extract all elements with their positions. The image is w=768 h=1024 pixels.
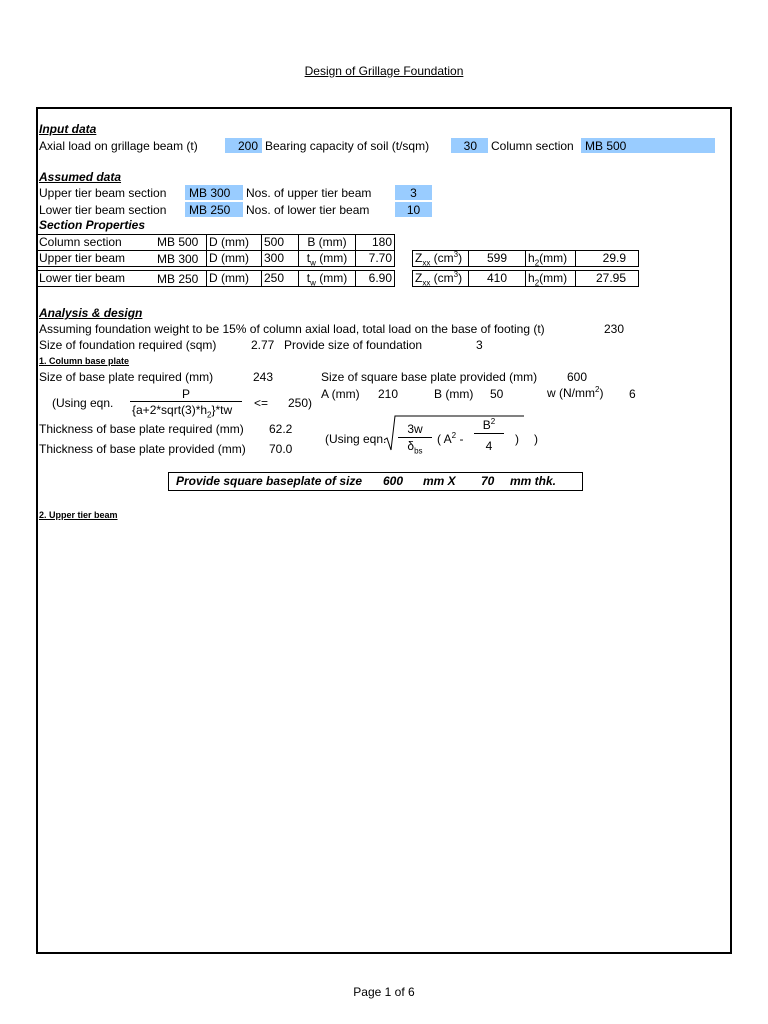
tw-sub: w bbox=[310, 258, 316, 268]
input-data-heading: Input data bbox=[39, 122, 97, 136]
eqn2-a-sup: 2 bbox=[451, 431, 457, 440]
w-close: ) bbox=[599, 386, 604, 400]
column-section-value[interactable]: MB 500 bbox=[585, 139, 627, 153]
eqn2-minus: - bbox=[456, 432, 464, 446]
provide-size-value: 3 bbox=[476, 338, 483, 352]
zxx-value-cell bbox=[468, 250, 526, 267]
h2-unit: (mm) bbox=[539, 271, 568, 285]
column-section-label: Column section bbox=[491, 139, 574, 153]
eqn2-b: B bbox=[482, 418, 491, 432]
section-properties-heading: Section Properties bbox=[39, 218, 146, 232]
h2-value-cell bbox=[575, 250, 639, 267]
z-close: ) bbox=[458, 251, 463, 265]
upper-tier-section-value[interactable]: MB 300 bbox=[189, 186, 231, 200]
zxx-value: 410 bbox=[486, 271, 508, 285]
tw-unit: (mm) bbox=[315, 251, 348, 265]
tw-sub: w bbox=[310, 278, 316, 288]
upper-tier-beam-heading: 2. Upper tier beam bbox=[39, 510, 118, 520]
h2-unit: (mm) bbox=[539, 251, 568, 265]
z-sub: xx bbox=[422, 278, 431, 288]
eqn2-b-fraction-bar bbox=[474, 433, 504, 434]
eqn2-b-sup: 2 bbox=[490, 417, 496, 426]
upper-tier-section-label: Upper tier beam section bbox=[39, 186, 167, 200]
w-label-text: w (N/mm bbox=[547, 386, 595, 400]
frac-den-sub: 2 bbox=[207, 410, 212, 420]
h2-sub: 2 bbox=[534, 258, 540, 268]
base-plate-size-req-value: 243 bbox=[253, 370, 274, 384]
fraction-denominator bbox=[132, 403, 233, 420]
lower-tier-section-value[interactable]: MB 250 bbox=[189, 203, 231, 217]
zxx-label-cell bbox=[412, 270, 469, 287]
h2-value-cell bbox=[575, 270, 639, 287]
thickness-req-label: Thickness of base plate required (mm) bbox=[39, 422, 244, 436]
w-label bbox=[547, 386, 603, 400]
eqn2-open: (Using eqn. bbox=[325, 432, 387, 446]
provide-size-label: Provide size of foundation bbox=[284, 338, 423, 352]
d-value: 300 bbox=[264, 251, 285, 265]
b-value-plate: 50 bbox=[490, 387, 504, 401]
b-label-cell bbox=[298, 234, 356, 251]
eqn2-b-term bbox=[474, 418, 504, 432]
z-close: ) bbox=[458, 271, 463, 285]
thickness-prov-label: Thickness of base plate provided (mm) bbox=[39, 442, 246, 456]
eqn2-four: 4 bbox=[485, 439, 493, 453]
provide-text: Provide square baseplate of size bbox=[176, 474, 363, 488]
row-label-upper: Upper tier beam bbox=[39, 251, 126, 265]
lower-tier-section-label: Lower tier beam section bbox=[39, 203, 167, 217]
tw-value-cell bbox=[355, 270, 395, 287]
bearing-capacity-value[interactable]: 30 bbox=[463, 139, 477, 153]
total-load-value: 230 bbox=[604, 322, 625, 336]
z-sub: xx bbox=[422, 258, 431, 268]
h2-h: h bbox=[528, 271, 535, 285]
base-plate-size-req-label: Size of base plate required (mm) bbox=[39, 370, 214, 384]
w-sup: 2 bbox=[595, 385, 600, 394]
size-required-value: 2.77 bbox=[251, 338, 275, 352]
row-label-column: Column section bbox=[39, 235, 122, 249]
provide-mm-x: mm X bbox=[423, 474, 456, 488]
row-label-lower: Lower tier beam bbox=[39, 271, 126, 285]
eqn2-close1: ) bbox=[515, 432, 519, 446]
upper-tier-count-label: Nos. of upper tier beam bbox=[246, 186, 372, 200]
d-label: D (mm) bbox=[209, 271, 249, 285]
a-label: A (mm) bbox=[321, 387, 360, 401]
eqn2-a-term bbox=[437, 432, 463, 446]
eqn2-fraction-bar bbox=[398, 437, 432, 438]
h2-value: 27.95 bbox=[595, 271, 626, 285]
total-load-label: Assuming foundation weight to be 15% of column axial load, total load on the base of footing (t) bbox=[39, 322, 545, 336]
b-value-cell bbox=[355, 234, 395, 251]
tw-t: t bbox=[306, 271, 311, 285]
lower-tier-count-value[interactable]: 10 bbox=[406, 203, 421, 217]
d-value-cell bbox=[261, 250, 299, 267]
eqn2-numerator: 3w bbox=[407, 422, 423, 436]
d-value-cell bbox=[261, 234, 299, 251]
provide-size: 600 bbox=[383, 474, 404, 488]
eqn2-close2: ) bbox=[534, 432, 538, 446]
tw-t: t bbox=[306, 251, 311, 265]
thickness-prov-value: 70.0 bbox=[269, 442, 293, 456]
provide-mm-thk: mm thk. bbox=[510, 474, 557, 488]
base-plate-size-prov-value: 600 bbox=[567, 370, 588, 384]
z-unit: (cm bbox=[430, 251, 454, 265]
bearing-capacity-label: Bearing capacity of soil (t/sqm) bbox=[265, 139, 430, 153]
tw-value: 7.70 bbox=[368, 251, 392, 265]
d-label-cell bbox=[206, 250, 262, 267]
row-section-upper: MB 300 bbox=[157, 252, 199, 266]
thickness-req-value: 62.2 bbox=[269, 422, 293, 436]
z-z: Z bbox=[415, 251, 423, 265]
provide-thk: 70 bbox=[481, 474, 495, 488]
h2-label-cell bbox=[525, 250, 576, 267]
d-value: 500 bbox=[264, 235, 285, 249]
eqn2-denominator bbox=[398, 439, 432, 456]
size-required-label: Size of foundation required (sqm) bbox=[39, 338, 217, 352]
zxx-value: 599 bbox=[486, 251, 508, 265]
analysis-heading: Analysis & design bbox=[39, 306, 143, 320]
zxx-value-cell bbox=[468, 270, 526, 287]
z-sup: 3 bbox=[453, 270, 459, 279]
tw-unit: (mm) bbox=[315, 271, 348, 285]
page-title: Design of Grillage Foundation bbox=[304, 64, 464, 78]
row-section-lower: MB 250 bbox=[157, 272, 199, 286]
axial-load-label: Axial load on grillage beam (t) bbox=[39, 139, 198, 153]
le-value: 250) bbox=[288, 396, 313, 410]
d-label-cell bbox=[206, 270, 262, 287]
tw-value-cell bbox=[355, 250, 395, 267]
h2-h: h bbox=[528, 251, 535, 265]
z-z: Z bbox=[415, 271, 423, 285]
h2-value: 29.9 bbox=[602, 251, 626, 265]
b-value: 180 bbox=[371, 235, 392, 249]
d-value-cell bbox=[261, 270, 299, 287]
d-label-cell bbox=[206, 234, 262, 251]
upper-tier-count-value[interactable]: 3 bbox=[410, 186, 417, 200]
le-symbol: <= bbox=[254, 396, 269, 410]
z-sup: 3 bbox=[453, 250, 459, 259]
tw-value: 6.90 bbox=[368, 271, 392, 285]
axial-load-value[interactable]: 200 bbox=[237, 139, 258, 153]
eqn2-paren: ( A bbox=[437, 432, 452, 446]
w-value: 6 bbox=[629, 387, 636, 401]
d-label: D (mm) bbox=[209, 251, 249, 265]
column-base-plate-heading: 1. Column base plate bbox=[39, 356, 130, 366]
h2-sub: 2 bbox=[534, 278, 540, 288]
eqn2-delta: δ bbox=[407, 439, 415, 453]
z-unit: (cm bbox=[430, 271, 454, 285]
fraction-bar bbox=[130, 401, 242, 402]
page-footer: Page 1 of 6 bbox=[353, 985, 415, 999]
using-eqn-label: (Using eqn. bbox=[52, 396, 114, 410]
zxx-label-cell bbox=[412, 250, 469, 267]
lower-tier-count-label: Nos. of lower tier beam bbox=[246, 203, 370, 217]
a-value: 210 bbox=[378, 387, 399, 401]
base-plate-size-prov-label: Size of square base plate provided (mm) bbox=[321, 370, 538, 384]
tw-label-cell bbox=[298, 250, 356, 267]
frac-den-a: {a+2*sqrt(3)*h bbox=[132, 403, 208, 417]
row-section-column: MB 500 bbox=[157, 235, 199, 249]
assumed-data-heading: Assumed data bbox=[39, 170, 122, 184]
fraction-numerator: P bbox=[181, 387, 190, 401]
b-label-plate: B (mm) bbox=[434, 387, 474, 401]
tw-label-cell bbox=[298, 270, 356, 287]
h2-label-cell bbox=[525, 270, 576, 287]
b-label: B (mm) bbox=[307, 235, 347, 249]
d-label: D (mm) bbox=[209, 235, 249, 249]
eqn2-delta-sub: bs bbox=[414, 446, 423, 456]
d-value: 250 bbox=[264, 271, 285, 285]
frac-den-b: }*tw bbox=[211, 403, 233, 417]
